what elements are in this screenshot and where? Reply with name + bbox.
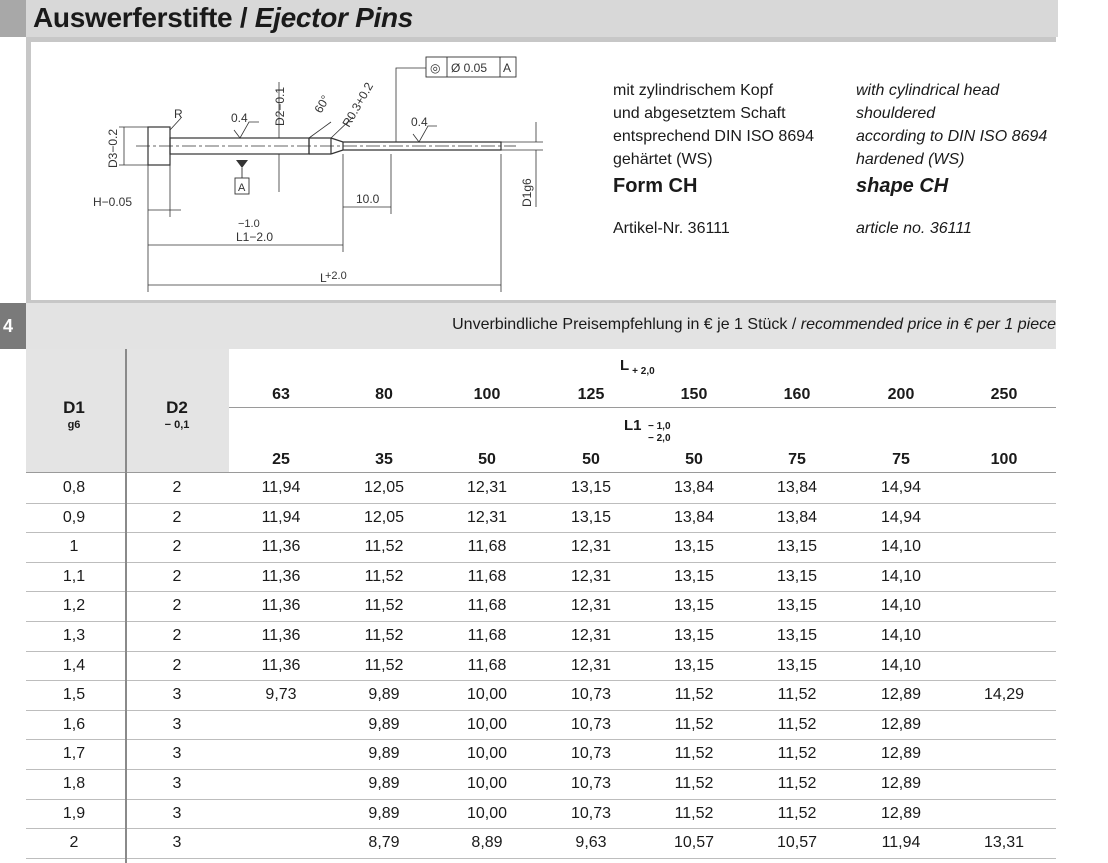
price-cell: 13,15 bbox=[673, 657, 715, 674]
price-cell: 9,89 bbox=[368, 716, 400, 733]
l1-value: 100 bbox=[990, 451, 1018, 468]
row-divider bbox=[26, 769, 1056, 770]
l1-value: 50 bbox=[685, 451, 703, 468]
d1-cell: 0,8 bbox=[62, 479, 86, 496]
price-cell: 11,68 bbox=[467, 597, 507, 614]
l-value: 200 bbox=[887, 386, 915, 403]
l-value: 125 bbox=[577, 386, 605, 403]
l1-tol-lower: − 2,0 bbox=[648, 433, 671, 444]
price-cell: 10,57 bbox=[776, 834, 818, 851]
price-cell: 8,89 bbox=[471, 834, 503, 851]
price-cell: 13,15 bbox=[776, 597, 818, 614]
price-cell: 11,52 bbox=[674, 686, 714, 703]
d1-cell: 1,6 bbox=[62, 716, 86, 733]
price-cell: 11,68 bbox=[467, 538, 507, 555]
price-cell: 8,79 bbox=[368, 834, 400, 851]
desc-en-line: according to DIN ISO 8694 bbox=[856, 128, 1048, 145]
row-divider bbox=[26, 828, 1056, 829]
ejector-pin-drawing bbox=[31, 42, 591, 300]
price-cell: 14,94 bbox=[880, 509, 922, 526]
price-cell: 13,15 bbox=[776, 568, 818, 585]
l1-tol-upper: − 1,0 bbox=[648, 421, 671, 432]
header-tab bbox=[0, 0, 26, 37]
price-cell: 13,31 bbox=[983, 834, 1025, 851]
price-cell: 10,00 bbox=[466, 775, 508, 792]
row-divider bbox=[26, 799, 1056, 800]
l-tolerance: + 2,0 bbox=[632, 366, 655, 377]
price-cell: 11,52 bbox=[674, 775, 714, 792]
price-cell: 11,52 bbox=[674, 716, 714, 733]
d1-cell: 0,9 bbox=[62, 509, 86, 526]
price-cell: 13,84 bbox=[776, 509, 818, 526]
price-cell: 13,15 bbox=[673, 568, 715, 585]
label-ten: 10.0 bbox=[356, 192, 380, 206]
price-cell: 11,36 bbox=[261, 597, 301, 614]
label-d3: D3−0.2 bbox=[106, 128, 120, 168]
l1-value: 50 bbox=[478, 451, 496, 468]
price-cell: 11,94 bbox=[261, 479, 301, 496]
price-cell: 10,57 bbox=[673, 834, 715, 851]
tolerance-value: Ø 0.05 bbox=[451, 61, 488, 75]
desc-en-line: with cylindrical head bbox=[856, 82, 1000, 99]
price-cell: 11,52 bbox=[364, 627, 404, 644]
l1-value: 75 bbox=[788, 451, 806, 468]
row-divider bbox=[26, 532, 1056, 533]
l-value: 100 bbox=[473, 386, 501, 403]
label-roughness-1: 0.4 bbox=[231, 111, 248, 125]
price-cell: 11,36 bbox=[261, 568, 301, 585]
price-cell: 12,31 bbox=[570, 568, 612, 585]
title-de: Auswerferstifte / bbox=[33, 2, 255, 33]
header-divider bbox=[229, 407, 1056, 408]
title-en: Ejector Pins bbox=[254, 2, 414, 33]
price-cell: 11,52 bbox=[777, 686, 817, 703]
price-cell: 12,31 bbox=[570, 657, 612, 674]
d2-cell: 2 bbox=[172, 509, 182, 526]
price-cell: 11,52 bbox=[777, 805, 817, 822]
price-cell: 13,15 bbox=[570, 509, 612, 526]
price-cell: 11,36 bbox=[261, 538, 301, 555]
row-divider bbox=[26, 503, 1056, 504]
page-title bbox=[33, 1, 413, 35]
price-cell: 10,00 bbox=[466, 686, 508, 703]
l-value: 80 bbox=[375, 386, 393, 403]
price-cell: 11,36 bbox=[261, 657, 301, 674]
l1-value: 50 bbox=[582, 451, 600, 468]
price-cell: 10,00 bbox=[466, 716, 508, 733]
label-l1-tol: −1.0 bbox=[238, 218, 260, 230]
l-value: 250 bbox=[990, 386, 1018, 403]
price-cell: 10,73 bbox=[570, 775, 612, 792]
form-de: Form CH bbox=[613, 175, 698, 197]
price-cell: 11,52 bbox=[777, 745, 817, 762]
d2-cell: 2 bbox=[172, 538, 182, 555]
price-cell: 13,15 bbox=[776, 627, 818, 644]
form-en: shape CH bbox=[856, 175, 949, 197]
price-cell: 12,89 bbox=[880, 745, 922, 762]
price-cell: 12,31 bbox=[466, 479, 508, 496]
d2-cell: 2 bbox=[172, 627, 182, 644]
l-label: L bbox=[620, 357, 630, 374]
label-l-tol: +2.0 bbox=[325, 270, 347, 282]
price-cell: 12,89 bbox=[880, 775, 922, 792]
price-cell: 14,10 bbox=[880, 627, 922, 644]
price-cell: 14,94 bbox=[880, 479, 922, 496]
row-divider bbox=[26, 680, 1056, 681]
l-value: 150 bbox=[680, 386, 708, 403]
d1-cell: 1,3 bbox=[62, 627, 86, 644]
l-value: 160 bbox=[783, 386, 811, 403]
price-cell: 9,73 bbox=[265, 686, 297, 703]
d1-cell: 1 bbox=[69, 538, 79, 555]
price-cell: 14,10 bbox=[880, 657, 922, 674]
price-cell: 9,89 bbox=[368, 686, 400, 703]
price-cell: 13,15 bbox=[673, 597, 715, 614]
price-cell: 11,52 bbox=[364, 597, 404, 614]
description-en bbox=[856, 79, 1047, 171]
label-l1: L1−2.0 bbox=[236, 230, 274, 244]
d2-tolerance: − 0,1 bbox=[164, 419, 190, 431]
d2-cell: 2 bbox=[172, 479, 182, 496]
label-h: H−0.05 bbox=[93, 195, 133, 209]
price-cell: 12,31 bbox=[570, 538, 612, 555]
desc-en-line: hardened (WS) bbox=[856, 151, 965, 168]
price-cell: 14,10 bbox=[880, 597, 922, 614]
row-divider bbox=[26, 858, 1056, 859]
price-cell: 11,52 bbox=[674, 745, 714, 762]
d2-header: D2 bbox=[166, 398, 188, 417]
price-cell: 12,31 bbox=[466, 509, 508, 526]
price-cell: 13,84 bbox=[673, 479, 715, 496]
d2-cell: 3 bbox=[172, 834, 182, 851]
price-cell: 11,94 bbox=[881, 834, 921, 851]
price-cell: 10,73 bbox=[570, 686, 612, 703]
desc-de-line: entsprechend DIN ISO 8694 bbox=[613, 128, 815, 145]
d1-cell: 1,1 bbox=[62, 568, 86, 585]
price-cell: 11,68 bbox=[467, 627, 507, 644]
tolerance-symbol: ◎ bbox=[430, 61, 441, 75]
desc-de-line: gehärtet (WS) bbox=[613, 151, 713, 168]
d1-cell: 1,4 bbox=[62, 657, 86, 674]
header-divider bbox=[26, 472, 229, 473]
price-cell: 12,31 bbox=[570, 597, 612, 614]
description-de bbox=[613, 79, 814, 171]
price-cell: 13,15 bbox=[776, 538, 818, 555]
l1-value: 35 bbox=[375, 451, 393, 468]
d2-cell: 3 bbox=[172, 716, 182, 733]
d1-tolerance: g6 bbox=[67, 419, 81, 431]
price-cell: 9,63 bbox=[575, 834, 607, 851]
price-cell: 14,10 bbox=[880, 538, 922, 555]
row-divider bbox=[26, 710, 1056, 711]
label-roughness-2: 0.4 bbox=[411, 115, 428, 129]
price-cell: 14,10 bbox=[880, 568, 922, 585]
desc-de-line: mit zylindrischem Kopf bbox=[613, 82, 774, 99]
row-divider bbox=[26, 651, 1056, 652]
price-cell: 11,52 bbox=[777, 775, 817, 792]
column-divider bbox=[125, 349, 127, 863]
price-cell: 11,94 bbox=[261, 509, 301, 526]
price-cell: 11,52 bbox=[364, 568, 404, 585]
price-cell: 10,73 bbox=[570, 716, 612, 733]
article-de: Artikel-Nr. 36111 bbox=[613, 220, 730, 237]
section-number: 4 bbox=[0, 303, 26, 349]
price-cell: 13,15 bbox=[673, 627, 715, 644]
price-cell: 11,52 bbox=[674, 805, 714, 822]
price-cell: 11,52 bbox=[364, 657, 404, 674]
d1-cell: 2 bbox=[69, 834, 79, 851]
price-cell: 12,31 bbox=[570, 627, 612, 644]
tolerance-datum: A bbox=[503, 61, 512, 75]
d1-cell: 1,8 bbox=[62, 775, 86, 792]
price-note-de: Unverbindliche Preisempfehlung in € je 1 Stück / bbox=[452, 316, 801, 333]
label-radius: R bbox=[174, 107, 183, 121]
price-cell: 13,84 bbox=[776, 479, 818, 496]
desc-de-line: und abgesetztem Schaft bbox=[613, 105, 786, 122]
d1-cell: 1,2 bbox=[62, 597, 86, 614]
price-cell: 13,84 bbox=[673, 509, 715, 526]
d2-cell: 2 bbox=[172, 657, 182, 674]
d2-cell: 2 bbox=[172, 568, 182, 585]
row-divider bbox=[26, 562, 1056, 563]
d1-cell: 1,9 bbox=[62, 805, 86, 822]
price-cell: 12,89 bbox=[880, 716, 922, 733]
price-cell: 12,05 bbox=[363, 479, 405, 496]
price-cell: 9,89 bbox=[368, 775, 400, 792]
price-cell: 10,73 bbox=[570, 745, 612, 762]
price-cell: 9,89 bbox=[368, 805, 400, 822]
d2-cell: 3 bbox=[172, 805, 182, 822]
price-cell: 12,89 bbox=[880, 805, 922, 822]
d2-cell: 3 bbox=[172, 775, 182, 792]
price-cell: 11,52 bbox=[777, 716, 817, 733]
l1-tolerance bbox=[648, 421, 671, 445]
price-cell: 14,29 bbox=[983, 686, 1025, 703]
price-cell: 13,15 bbox=[673, 538, 715, 555]
d2-cell: 3 bbox=[172, 686, 182, 703]
desc-en-line: shouldered bbox=[856, 105, 936, 122]
d1-header: D1 bbox=[63, 398, 85, 417]
row-divider bbox=[26, 621, 1056, 622]
d2-cell: 2 bbox=[172, 597, 182, 614]
price-cell: 11,36 bbox=[261, 627, 301, 644]
price-cell: 10,73 bbox=[570, 805, 612, 822]
price-note-en: recommended price in € per 1 piece bbox=[800, 316, 1056, 333]
l1-value: 75 bbox=[892, 451, 910, 468]
price-note bbox=[452, 316, 1056, 334]
price-cell: 11,68 bbox=[467, 657, 507, 674]
l-header bbox=[620, 357, 655, 377]
price-cell: 9,89 bbox=[368, 745, 400, 762]
l1-header: L1 bbox=[624, 417, 642, 434]
price-cell: 13,15 bbox=[570, 479, 612, 496]
label-r03: R0.3+0.2 bbox=[339, 80, 377, 130]
price-cell: 10,00 bbox=[466, 745, 508, 762]
price-cell: 12,89 bbox=[880, 686, 922, 703]
l-value: 63 bbox=[272, 386, 290, 403]
price-cell: 10,00 bbox=[466, 805, 508, 822]
price-cell: 11,52 bbox=[364, 538, 404, 555]
price-cell: 11,68 bbox=[467, 568, 507, 585]
article-en: article no. 36111 bbox=[856, 220, 972, 237]
price-cell: 12,05 bbox=[363, 509, 405, 526]
d1-cell: 1,7 bbox=[62, 745, 86, 762]
label-angle: 60° bbox=[311, 92, 333, 116]
label-l: L bbox=[320, 271, 327, 285]
d2-cell: 3 bbox=[172, 745, 182, 762]
label-datum-a: A bbox=[238, 182, 246, 194]
row-divider bbox=[26, 591, 1056, 592]
price-cell: 13,15 bbox=[776, 657, 818, 674]
l1-value: 25 bbox=[272, 451, 290, 468]
d1-cell: 1,5 bbox=[62, 686, 86, 703]
label-d1: D1g6 bbox=[520, 178, 534, 207]
header-divider bbox=[229, 472, 1056, 473]
label-d2: D2−0.1 bbox=[273, 86, 287, 126]
row-divider bbox=[26, 739, 1056, 740]
